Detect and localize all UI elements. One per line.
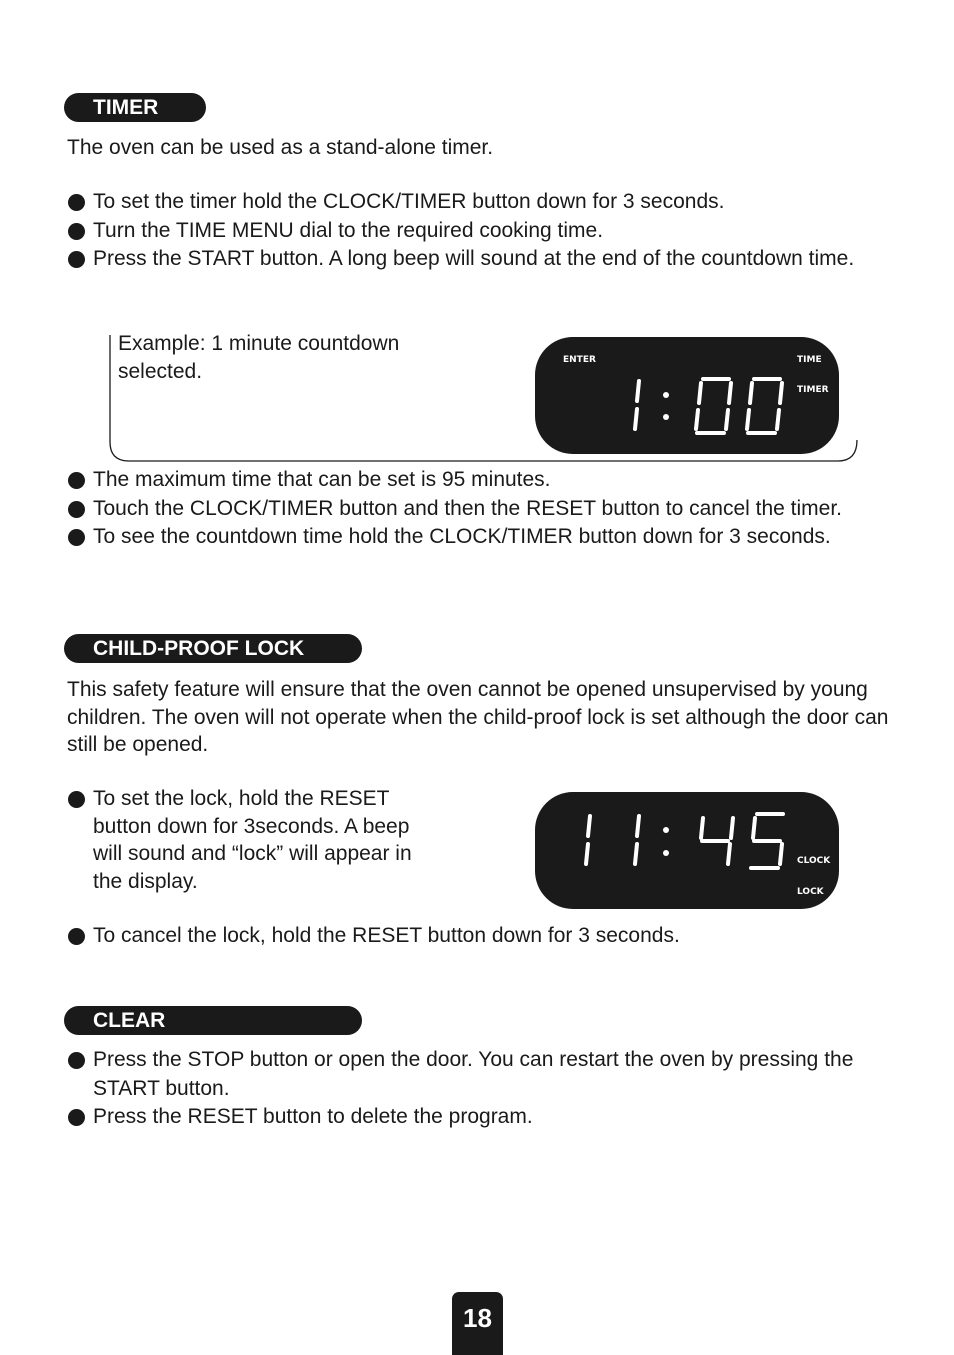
list-item: To set the timer hold the CLOCK/TIMER button down for 3 seconds. xyxy=(67,188,897,217)
bullet-icon xyxy=(68,1109,85,1126)
digit-zero xyxy=(747,379,782,433)
bullet-icon xyxy=(68,472,85,489)
enter-indicator: ENTER xyxy=(563,355,596,365)
clear-steps-list xyxy=(67,1046,867,1132)
child-lock-cancel-list xyxy=(67,922,897,951)
list-item: Press the STOP button or open the door. You can restart the oven by pressing the START button. xyxy=(67,1046,867,1103)
lcd-digits-timer xyxy=(635,379,782,433)
example-caption-line: Example: 1 minute countdown xyxy=(118,332,400,355)
bullet-icon xyxy=(68,501,85,518)
colon-dot xyxy=(663,414,669,420)
colon-dot xyxy=(663,850,669,856)
lcd-digits-lock xyxy=(586,814,783,868)
child-lock-intro: This safety feature will ensure that the oven cannot be opened unsupervised by young children. The oven will not operate when the child-proof lock is set although the door can still be opened. xyxy=(67,678,889,756)
digit-five xyxy=(751,814,783,868)
bullet-icon xyxy=(68,194,85,211)
bullet-icon xyxy=(68,1052,85,1069)
time-indicator: TIME xyxy=(797,355,822,365)
colon-dot xyxy=(663,827,669,833)
section-heading-timer: TIMER xyxy=(64,93,206,122)
timer-steps-list xyxy=(67,188,897,274)
page-number: 18 xyxy=(452,1292,503,1355)
timer-indicator: TIMER xyxy=(797,385,829,395)
digit-one xyxy=(635,381,639,429)
list-item: To see the countdown time hold the CLOCK/TIMER button down for 3 seconds. xyxy=(67,523,897,552)
list-item: The maximum time that can be set is 95 minutes. xyxy=(67,466,897,495)
timer-intro: The oven can be used as a stand-alone timer. xyxy=(67,136,494,159)
digit-one xyxy=(635,816,639,864)
bullet-icon xyxy=(68,223,85,240)
list-item: To set the lock, hold the RESET button down for 3seconds. A beep will sound and “lock” will appear in the display. xyxy=(67,785,487,895)
timer-notes-list xyxy=(67,466,897,552)
colon-dot xyxy=(663,392,669,398)
digit-four xyxy=(701,818,733,864)
list-item: Touch the CLOCK/TIMER button and then the RESET button to cancel the timer. xyxy=(67,495,897,524)
digit-zero xyxy=(696,379,731,433)
timer-lcd-display xyxy=(535,337,839,454)
list-item: To cancel the lock, hold the RESET button down for 3 seconds. xyxy=(67,922,897,951)
lock-indicator: LOCK xyxy=(797,887,824,897)
lock-lcd-display xyxy=(535,792,839,909)
child-lock-steps-list xyxy=(67,785,487,895)
list-item: Turn the TIME MENU dial to the required cooking time. xyxy=(67,217,897,246)
bullet-icon xyxy=(68,791,85,808)
list-item: Press the START button. A long beep will sound at the end of the countdown time. xyxy=(67,245,897,274)
section-heading-child-lock: CHILD-PROOF LOCK xyxy=(64,634,362,663)
example-caption xyxy=(118,330,399,386)
section-heading-clear: CLEAR xyxy=(64,1006,362,1035)
list-item: Press the RESET button to delete the program. xyxy=(67,1103,867,1132)
bullet-icon xyxy=(68,928,85,945)
clock-indicator: CLOCK xyxy=(797,856,831,866)
bullet-icon xyxy=(68,251,85,268)
digit-one xyxy=(586,816,590,864)
example-caption-line: selected. xyxy=(118,360,203,383)
bullet-icon xyxy=(68,529,85,546)
